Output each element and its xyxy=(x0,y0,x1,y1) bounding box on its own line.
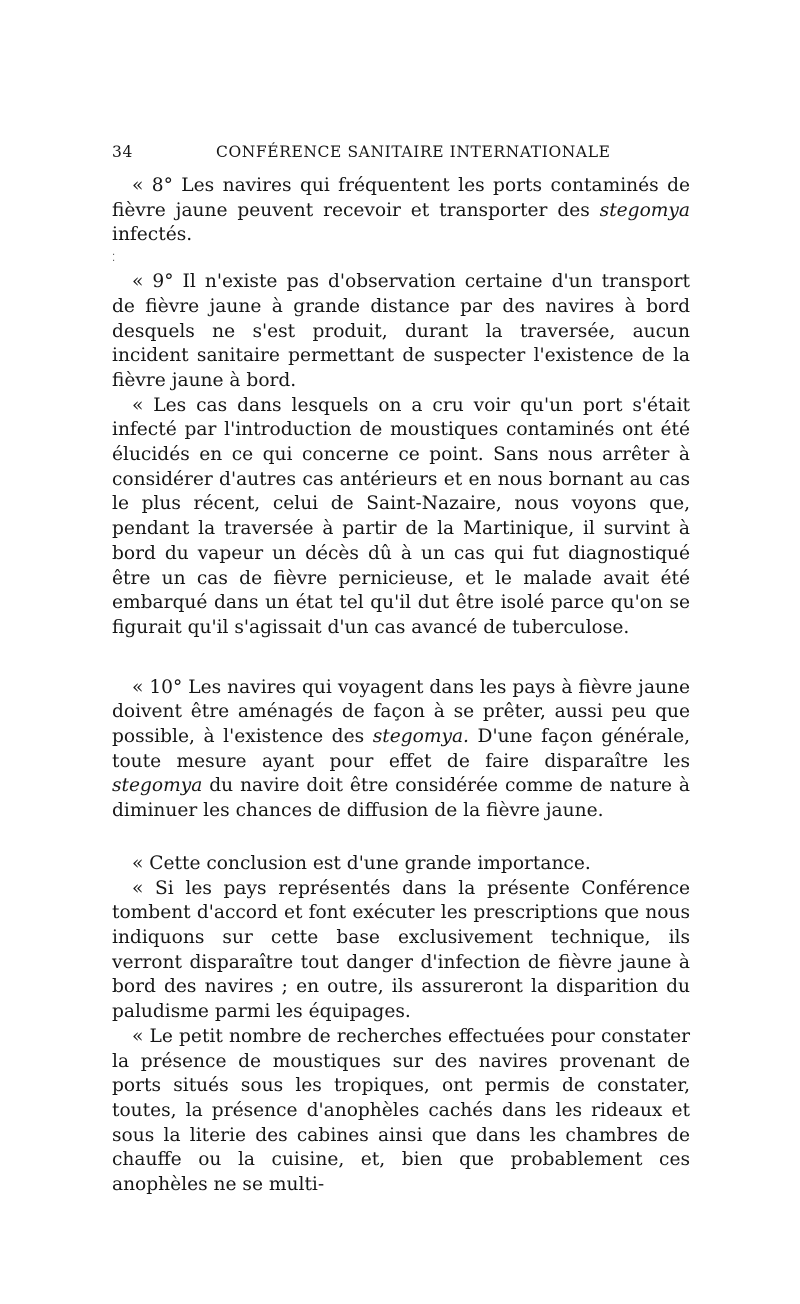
paragraph-text: du navire doit être considérée comme de nature à diminuer les chances de diffusion de la fièvre jaune. xyxy=(112,775,690,822)
paragraph-gap xyxy=(112,824,690,852)
paragraph-countries: « Si les pays représentés dans la présente Conférence tombent d'accord et font exécuter les prescriptions que nous indiquons sur cette base exclusivement technique, ils verront disparaître tout danger d'infection de fièvre jaune à bord des navires ; en outre, ils assureront la disparition du paludisme parmi les équipages. xyxy=(112,877,690,1023)
page-number: 34 xyxy=(112,143,133,161)
paragraph-text: D'une façon générale, toute mesure ayant pour effet de faire disparaître les xyxy=(112,726,690,772)
emphasis-stegomya: stegomya xyxy=(599,199,690,221)
emphasis-stegomya: stegomya xyxy=(112,775,203,797)
running-header xyxy=(112,143,700,167)
running-title: CONFÉRENCE SANITAIRE INTERNATIONALE xyxy=(216,143,611,161)
paragraph-anopheles: « Le petit nombre de recherches effectuées pour constater la présence de moustiques sur des navires provenant de ports situés sous les tropiques, ont permis de constater, toutes, la présence d'anophèles cachés dans les rideaux et sous la literie des cabines ainsi que dans les chambres de chauffe ou la cuisine, et, bien que probablement ces anophèles ne se multi- xyxy=(112,1025,690,1196)
emphasis-stegomya: stegomya. xyxy=(372,726,469,748)
paragraph-text: « 10° Les navires qui voyagent dans les pays à fièvre jaune doivent être aménagés de façon à se prêter, aussi peu que possible, à l'existence des xyxy=(112,676,690,748)
paragraph-text: infectés. xyxy=(112,224,193,246)
body-text xyxy=(112,174,690,1198)
stray-ink-mark: ⁚ xyxy=(112,253,116,265)
paragraph-text: « 8° Les navires qui fréquentent les ports contaminés de fièvre jaune peuvent recevoir et transporter des xyxy=(112,175,690,221)
paragraph-conclusion-9: « 9° Il n'existe pas d'observation certaine d'un transport de fièvre jaune à grande distance par des navires à bord desquels ne s'est produit, durant la traversée, aucun incident sanitaire permettant de suspecter l'existence de la fièvre jaune à bord. xyxy=(112,271,690,391)
paragraph-importance: « Cette conclusion est d'une grande importance. xyxy=(132,852,591,874)
paragraph-gap xyxy=(112,641,690,676)
paragraph-saint-nazaire: « Les cas dans lesquels on a cru voir qu'un port s'était infecté par l'introduction de moustiques contaminés ont été élucidés en ce qui concerne ce point. Sans nous arrêter à considérer d'autres cas antérieurs et en nous bornant au cas le plus récent, celui de Saint-Nazaire, nous voyons que, pendant la traversée à partir de la Martinique, il survint à bord du vapeur un décès dû à un cas qui fut diagnostiqué être un cas de fièvre pernicieuse, et le malade avait été embarqué dans un état tel qu'il dut être isolé parce qu'on se figurait qu'il s'agissait d'un cas avancé de tuberculose. xyxy=(112,394,690,638)
paragraph-conclusion-10 xyxy=(112,676,690,824)
paragraph-conclusion-8 xyxy=(112,174,690,248)
